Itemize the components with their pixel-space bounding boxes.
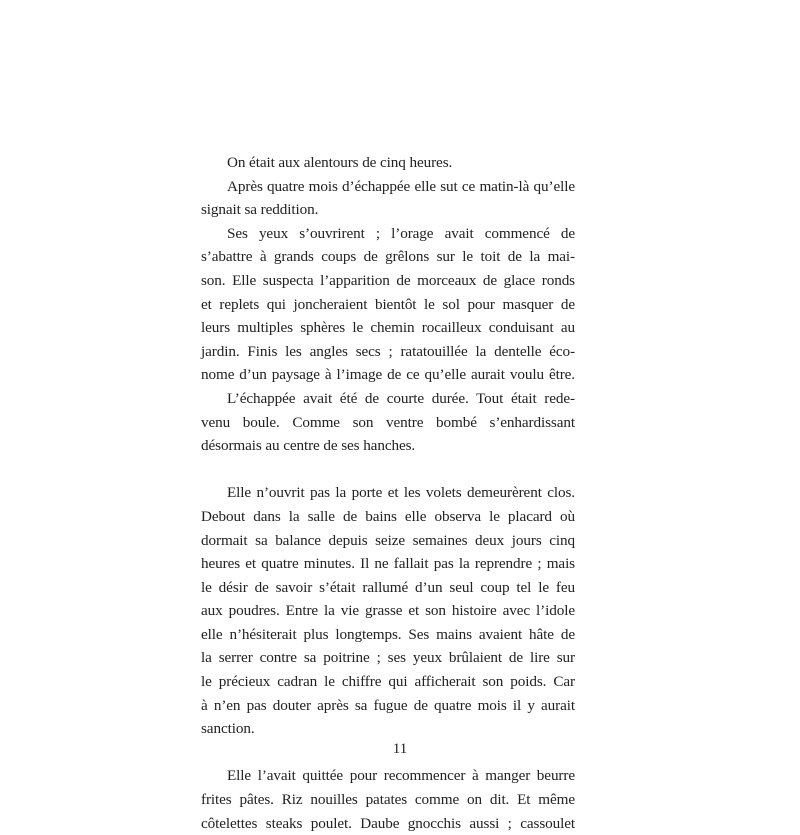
text-line: désormais au centre de ses hanches. xyxy=(201,437,416,455)
text-line: heures et quatre minutes. Il ne fallait pas la reprendre ; mais xyxy=(201,555,575,573)
text-line: leurs multiples sphères le chemin rocailleux conduisant au xyxy=(201,319,575,337)
body-text xyxy=(201,151,575,835)
text-line: et replets qui joncheraient bientôt le sol pour masquer de xyxy=(201,295,575,313)
text-line: son. Elle suspecta l’apparition de morceaux de glace ronds xyxy=(201,271,575,289)
text-line: On était aux alentours de cinq heures. xyxy=(227,154,453,171)
text-line: le désir de savoir s’était rallumé d’un seul coup tel le feu xyxy=(201,578,575,596)
text-line: Elle n’ouvrit pas la porte et les volets demeurèrent clos. xyxy=(227,484,575,502)
text-line: signait sa reddition. xyxy=(201,201,319,219)
text-line: Elle l’avait quittée pour recommencer à manger beurre xyxy=(227,767,575,785)
page-number: 11 xyxy=(392,741,408,757)
text-line: Debout dans la salle de bains elle observa le placard où xyxy=(201,507,575,525)
text-line: sanction. xyxy=(201,720,255,738)
text-line: aux poudres. Entre la vie grasse et son histoire avec l’idole xyxy=(201,602,575,620)
text-line: dormait sa balance depuis seize semaines deux jours cinq xyxy=(201,531,575,549)
text-line: nome d’un paysage à l’image de ce qu’elle aurait voulu être. xyxy=(201,366,575,384)
text-line: venu boule. Comme son ventre bombé s’enhardissant xyxy=(201,413,575,431)
text-line: Après quatre mois d’échappée elle sut ce matin-là qu’elle xyxy=(227,177,575,195)
text-line: à n’en pas douter après sa fugue de quatre mois il y aurait xyxy=(201,696,575,714)
text-line: elle n’hésiterait plus longtemps. Ses mains avaient hâte de xyxy=(201,625,575,643)
text-line: Ses yeux s’ouvrirent ; l’orage avait commencé de xyxy=(227,224,575,242)
text-line: s’abattre à grands coups de grêlons sur le toit de la mai- xyxy=(201,248,575,266)
text-line: côtelettes steaks poulet. Daube gnocchis aussi ; cassoulet xyxy=(201,814,575,832)
text-line: L’échappée avait été de courte durée. Tout était rede- xyxy=(227,389,575,407)
text-line: la serrer contre sa poitrine ; ses yeux brûlaient de lire sur xyxy=(201,649,575,667)
text-line: jardin. Finis les angles secs ; ratatouillée la dentelle éco- xyxy=(201,342,575,360)
text-line: le précieux cadran le chiffre qui afficherait son poids. Car xyxy=(201,673,575,691)
text-line: frites pâtes. Riz nouilles patates comme on dit. Et même xyxy=(201,791,575,809)
section-break xyxy=(201,458,575,482)
